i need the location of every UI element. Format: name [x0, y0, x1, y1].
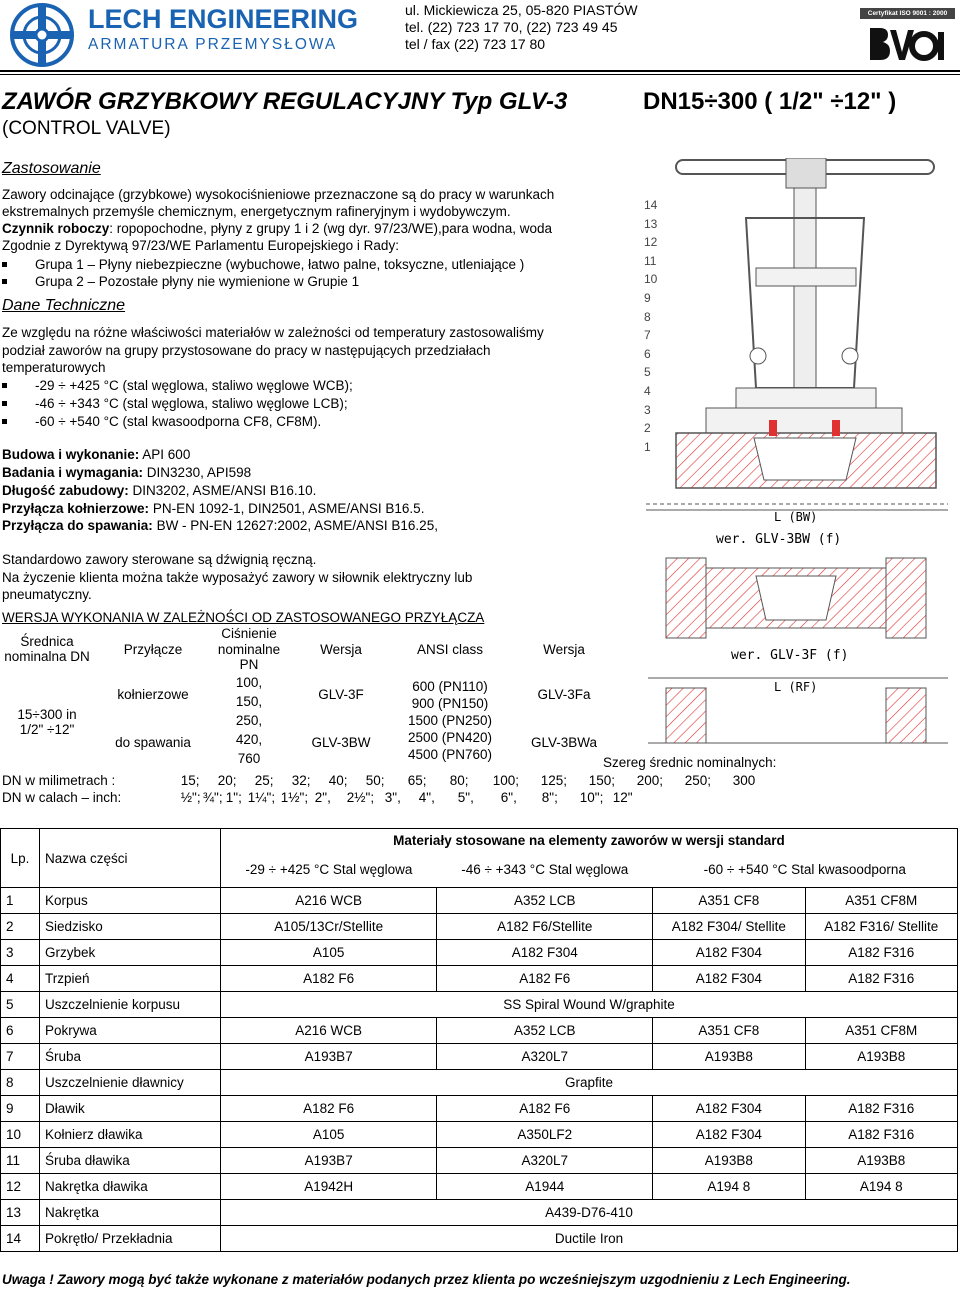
part-name-cell: Siedzisko — [40, 914, 221, 940]
ansi-value: 1500 (PN250) — [407, 712, 493, 728]
series-mm-row — [2, 773, 763, 788]
versions-table — [2, 626, 626, 768]
spec-label: Przyłącza kołnierzowe: — [2, 501, 150, 516]
table-row — [1, 1070, 958, 1096]
series-value: 10"; — [579, 790, 604, 805]
spec-value: DIN3230, API598 — [143, 465, 252, 480]
material-cell: A351 CF8 — [653, 888, 805, 914]
material-cell: A182 F316 — [805, 966, 957, 992]
material-cell: A182 F304 — [653, 1096, 805, 1122]
series-value: 80; — [449, 773, 469, 788]
material-cell: A182 F6 — [437, 966, 653, 992]
material-cell: A182 F304 — [653, 940, 805, 966]
spec-line — [2, 517, 438, 534]
company-name: LECH ENGINEERING — [88, 4, 359, 34]
material-cell: A182 F304 — [653, 1122, 805, 1148]
part-number-label: 13 — [644, 216, 658, 231]
series-value: 1½"; — [280, 790, 309, 805]
series-value: 125; — [540, 773, 568, 788]
series-value: 6", — [500, 790, 517, 805]
series-value: 250; — [684, 773, 712, 788]
paragraph-line: Ze względu na różne właściwości materiałów w zależności od temperatury zastosowaliśmy — [2, 325, 544, 340]
pn-cell — [214, 673, 284, 768]
material-cell: A193B8 — [653, 1044, 805, 1070]
lp-cell: 11 — [1, 1148, 40, 1174]
dn-cell: 15÷300 in 1/2" ÷12" — [17, 706, 77, 737]
paragraph-line: podział zaworów na grupy przystosowane do pracy w następujących przedziałach — [2, 343, 491, 358]
material-cell: A351 CF8 — [653, 1018, 805, 1044]
material-cell: A182 F6 — [221, 1096, 437, 1122]
material-cell: A352 LCB — [437, 1018, 653, 1044]
lp-cell: 3 — [1, 940, 40, 966]
lp-cell: 13 — [1, 1200, 40, 1226]
note-line: Na życzenie klienta można także wyposażyć zawory w siłownik elektryczny lub — [2, 570, 473, 585]
part-number-label: 10 — [644, 272, 658, 287]
material-cell: A182 F316/ Stellite — [805, 914, 957, 940]
table-row — [1, 1044, 958, 1070]
page-subtitle: (CONTROL VALVE) — [2, 118, 171, 139]
table-cell: GLV-3F — [318, 687, 364, 703]
part-name-cell: Pokrętło/ Przekładnia — [40, 1226, 221, 1252]
header-cell: Nazwa części — [40, 829, 221, 888]
material-cell: A182 F304 — [437, 940, 653, 966]
dn-range: DN15÷300 ( 1/2" ÷12" ) — [643, 88, 897, 115]
table-row — [1, 1200, 958, 1226]
series-value: 300 — [732, 773, 756, 788]
material-cell: A193B8 — [653, 1148, 805, 1174]
material-cell: A320L7 — [437, 1148, 653, 1174]
series-value: 3", — [384, 790, 401, 805]
part-number-label: 2 — [644, 421, 651, 436]
spec-line — [2, 482, 316, 499]
series-mm-label: DN w milimetrach : — [2, 773, 116, 788]
bvqi-logo-icon — [866, 22, 946, 66]
table-row — [1, 966, 958, 992]
spec-label: Długość zabudowy: — [2, 483, 129, 498]
series-value: 15; — [180, 773, 200, 788]
material-cell: A105/13Cr/Stellite — [221, 914, 437, 940]
section-heading-zastosowanie: Zastosowanie — [2, 160, 101, 177]
part-name-cell: Śruba — [40, 1044, 221, 1070]
list-item — [2, 273, 359, 290]
paragraph-line: Zgodnie z Dyrektywą 97/23/WE Parlamentu Europejskiego i Rady: — [2, 238, 399, 253]
fax-line: tel / fax (22) 723 17 80 — [405, 36, 546, 52]
list-item-text: Grupa 2 – Pozostałe płyny nie wymienione w Grupie 1 — [35, 274, 360, 289]
part-number-label: 4 — [644, 383, 651, 398]
drawing-label-bw: wer. GLV-3BW (f) — [716, 532, 842, 547]
spec-value: PN-EN 1092-1, DIN2501, ASME/ANSI B16.5. — [149, 501, 425, 516]
part-name-cell: Trzpień — [40, 966, 221, 992]
header-cell: Wersja — [543, 641, 585, 657]
material-cell: A182 F6 — [437, 1096, 653, 1122]
spec-line — [2, 446, 190, 463]
paragraph-line: temperaturowych — [2, 360, 106, 375]
header-cell: Wersja — [320, 641, 362, 657]
lp-cell: 6 — [1, 1018, 40, 1044]
material-cell: A193B7 — [221, 1044, 437, 1070]
pn-value: 250, — [235, 712, 263, 728]
part-name-cell: Korpus — [40, 888, 221, 914]
lp-cell: 4 — [1, 966, 40, 992]
valve-drawing — [636, 158, 958, 753]
pn-value: 100, — [235, 674, 263, 690]
series-value: 2", — [314, 790, 331, 805]
series-value: 1"; — [225, 790, 242, 805]
ansi-value: 4500 (PN760) — [407, 746, 493, 762]
table-row — [1, 888, 958, 914]
part-name-cell: Uszczelnienie dławnicy — [40, 1070, 221, 1096]
list-item-text: Grupa 1 – Płyny niebezpieczne (wybuchowe, łatwo palne, toksyczne, utleniające ) — [35, 257, 525, 272]
table-cell: kołnierzowe — [117, 687, 189, 703]
page-title: ZAWÓR GRZYBKOWY REGULACYJNY Typ GLV-3 — [2, 88, 568, 115]
logo-icon — [2, 2, 82, 68]
dim-l-rf: L (RF) — [774, 680, 818, 694]
part-name-cell: Uszczelnienie korpusu — [40, 992, 221, 1018]
list-item — [2, 413, 321, 430]
list-item-text: -46 ÷ +343 °C (stal węglowa, staliwo węglowe LCB); — [35, 396, 348, 411]
material-cell: A182 F6 — [221, 966, 437, 992]
material-cell: A182 F316 — [805, 940, 957, 966]
note-line: pneumatyczny. — [2, 587, 92, 602]
series-value: 5", — [457, 790, 474, 805]
list-item — [2, 377, 353, 394]
pn-value: 150, — [235, 693, 263, 709]
series-value: 2½"; — [346, 790, 375, 805]
material-cell: A351 CF8M — [805, 888, 957, 914]
part-name-cell: Grzybek — [40, 940, 221, 966]
ansi-value: 600 (PN110) — [412, 678, 488, 694]
material-cell: A182 F316 — [805, 1096, 957, 1122]
series-value: 20; — [217, 773, 237, 788]
header-divider-thin — [0, 74, 960, 75]
table-row — [1, 1226, 958, 1252]
lp-cell: 14 — [1, 1226, 40, 1252]
series-value: ½"; — [180, 790, 201, 805]
spec-line — [2, 500, 424, 517]
warning-note: Uwaga ! Zawory mogą być także wykonane z materiałów podanych przez klienta po wcześniejszym uzgodnieniu z Lech Engineering. — [2, 1272, 851, 1287]
header-divider — [0, 70, 960, 72]
header-cell: Lp. — [1, 829, 40, 888]
series-value: 1¼"; — [247, 790, 276, 805]
series-value: 50; — [365, 773, 385, 788]
temp-col-3: -60 ÷ +540 °C Stal kwasoodporna — [653, 851, 958, 888]
part-number-label: 8 — [644, 309, 651, 324]
header-cell: Przyłącze — [123, 641, 183, 657]
part-number-label: 3 — [644, 402, 651, 417]
materials-table — [0, 828, 958, 1252]
note-line: Standardowo zawory sterowane są dźwignią ręczną. — [2, 552, 317, 567]
table-row — [1, 1148, 958, 1174]
material-cell: A194 8 — [805, 1174, 957, 1200]
material-cell: A1944 — [437, 1174, 653, 1200]
part-name-cell: Nakrętka dławika — [40, 1174, 221, 1200]
temp-col-2: -46 ÷ +343 °C Stal węglowa — [437, 851, 653, 888]
material-cell: A320L7 — [437, 1044, 653, 1070]
material-cell: A193B7 — [221, 1148, 437, 1174]
part-number-label: 14 — [644, 198, 658, 212]
spec-label: Przyłącza do spawania: — [2, 518, 153, 533]
part-number-label: 12 — [644, 235, 658, 250]
series-value: 150; — [588, 773, 616, 788]
ansi-value: 900 (PN150) — [411, 695, 489, 711]
company-address — [405, 2, 638, 53]
table-row — [1, 1174, 958, 1200]
working-medium-text: : ropopochodne, płyny z grupy 1 i 2 (wg dyr. 97/23/WE),para wodna, woda — [109, 221, 553, 236]
part-name-cell: Dławik — [40, 1096, 221, 1122]
lp-cell: 2 — [1, 914, 40, 940]
table-row — [1, 992, 958, 1018]
series-inch-values — [181, 790, 638, 805]
material-cell: A216 WCB — [221, 1018, 437, 1044]
series-value: 8"; — [541, 790, 558, 805]
material-cell: A352 LCB — [437, 888, 653, 914]
paragraph-line: Zawory odcinające (grzybkowe) wysokociśnieniowe przeznaczone są do pracy w warunkach — [2, 187, 555, 202]
spec-value: BW - PN-EN 12627:2002, ASME/ANSI B16.25, — [152, 518, 438, 533]
series-mm-values — [181, 773, 763, 788]
table-row — [1, 940, 958, 966]
temp-col-1: -29 ÷ +425 °C Stal węglowa — [221, 851, 437, 888]
series-title: Szereg średnic nominalnych: — [603, 755, 777, 770]
series-value: 32; — [291, 773, 311, 788]
material-cell: A182 F304/ Stellite — [653, 914, 805, 940]
lp-cell: 5 — [1, 992, 40, 1018]
material-cell: SS Spiral Wound W/graphite — [221, 992, 958, 1018]
material-cell: A439-D76-410 — [221, 1200, 958, 1226]
series-value: 65; — [407, 773, 427, 788]
material-cell: A194 8 — [653, 1174, 805, 1200]
material-cell: A351 CF8M — [805, 1018, 957, 1044]
lp-cell: 9 — [1, 1096, 40, 1122]
list-item-text: -29 ÷ +425 °C (stal węglowa, staliwo węglowe WCB); — [35, 378, 353, 393]
dim-l-bw: L (BW) — [774, 510, 818, 524]
company-tagline: ARMATURA PRZEMYSŁOWA — [88, 36, 338, 53]
lp-cell: 8 — [1, 1070, 40, 1096]
list-item — [2, 256, 524, 273]
lp-cell: 7 — [1, 1044, 40, 1070]
part-number-label: 6 — [644, 346, 651, 361]
spec-value: API 600 — [139, 447, 191, 462]
table-cell: GLV-3BWa — [530, 734, 598, 750]
series-value: ¾"; — [202, 790, 223, 805]
header-cell: Ciśnienie nominalne PN — [217, 626, 281, 672]
part-name-cell: Kołnierz dławika — [40, 1122, 221, 1148]
list-item-text: -60 ÷ +540 °C (stal kwasoodporna CF8, CF8M). — [35, 414, 322, 429]
part-number-column — [644, 196, 657, 456]
spec-label: Budowa i wykonanie: — [2, 447, 140, 462]
certificate-label: Certyfikat ISO 9001 : 2000 — [860, 8, 955, 19]
versions-heading: WERSJA WYKONANIA W ZALEŻNOŚCI OD ZASTOSOWANEGO PRZYŁĄCZA — [2, 610, 485, 625]
pn-value: 420, — [235, 731, 263, 747]
header-cell: ANSI class — [416, 641, 484, 657]
series-value: 40; — [328, 773, 348, 788]
table-cell: do spawania — [115, 734, 191, 750]
header-cell: Materiały stosowane na elementy zaworów w wersji standard — [221, 829, 958, 852]
material-cell: A182 F304 — [653, 966, 805, 992]
paragraph-line: ekstremalnych przemyśle chemicznym, energetycznym rafineryjnym i wydobywczym. — [2, 204, 511, 219]
material-cell: A1942H — [221, 1174, 437, 1200]
material-cell: A216 WCB — [221, 888, 437, 914]
material-cell: A105 — [221, 940, 437, 966]
material-cell: A105 — [221, 1122, 437, 1148]
header-cell: Średnica nominalna DN — [4, 633, 90, 665]
spec-label: Badania i wymagania: — [2, 465, 144, 480]
material-cell: A182 F6/Stellite — [437, 914, 653, 940]
table-row — [1, 1122, 958, 1148]
phone-line: tel. (22) 723 17 70, (22) 723 49 45 — [405, 19, 618, 35]
ansi-value: 2500 (PN420) — [407, 729, 493, 745]
series-inch-label: DN w calach – inch: — [2, 790, 122, 805]
spec-line — [2, 464, 251, 481]
series-value: 25; — [254, 773, 274, 788]
part-number-label: 9 — [644, 290, 651, 305]
table-row — [1, 1018, 958, 1044]
list-item — [2, 395, 348, 412]
part-name-cell: Śruba dławika — [40, 1148, 221, 1174]
part-name-cell: Pokrywa — [40, 1018, 221, 1044]
material-cell: A350LF2 — [437, 1122, 653, 1148]
series-inch-row — [2, 790, 638, 805]
address-line: ul. Mickiewicza 25, 05-820 PIASTÓW — [405, 2, 638, 18]
working-medium-label: Czynnik roboczy — [2, 221, 110, 236]
table-row — [1, 914, 958, 940]
material-cell: Ductile Iron — [221, 1226, 958, 1252]
material-cell: Grapfite — [221, 1070, 958, 1096]
series-value: 12" — [612, 790, 633, 805]
part-number-label: 5 — [644, 365, 651, 380]
lp-cell: 12 — [1, 1174, 40, 1200]
series-value: 4", — [418, 790, 435, 805]
working-medium-line — [2, 220, 552, 237]
part-number-label: 1 — [644, 439, 651, 454]
ansi-cell — [398, 673, 502, 768]
pn-value: 760 — [237, 750, 261, 766]
lp-cell: 10 — [1, 1122, 40, 1148]
table-cell: GLV-3BW — [311, 734, 371, 750]
table-row — [1, 1096, 958, 1122]
lp-cell: 1 — [1, 888, 40, 914]
part-number-label: 11 — [644, 253, 657, 268]
section-heading-dane: Dane Techniczne — [2, 297, 126, 314]
material-cell: A193B8 — [805, 1044, 957, 1070]
part-number-label: 7 — [644, 328, 651, 343]
part-name-cell: Nakrętka — [40, 1200, 221, 1226]
series-value: 200; — [636, 773, 664, 788]
material-cell: A182 F316 — [805, 1122, 957, 1148]
material-cell: A193B8 — [805, 1148, 957, 1174]
spec-value: DIN3202, ASME/ANSI B16.10. — [128, 483, 317, 498]
series-value: 100; — [492, 773, 520, 788]
table-cell: GLV-3Fa — [537, 687, 591, 703]
drawing-label-f: wer. GLV-3F (f) — [731, 648, 849, 663]
